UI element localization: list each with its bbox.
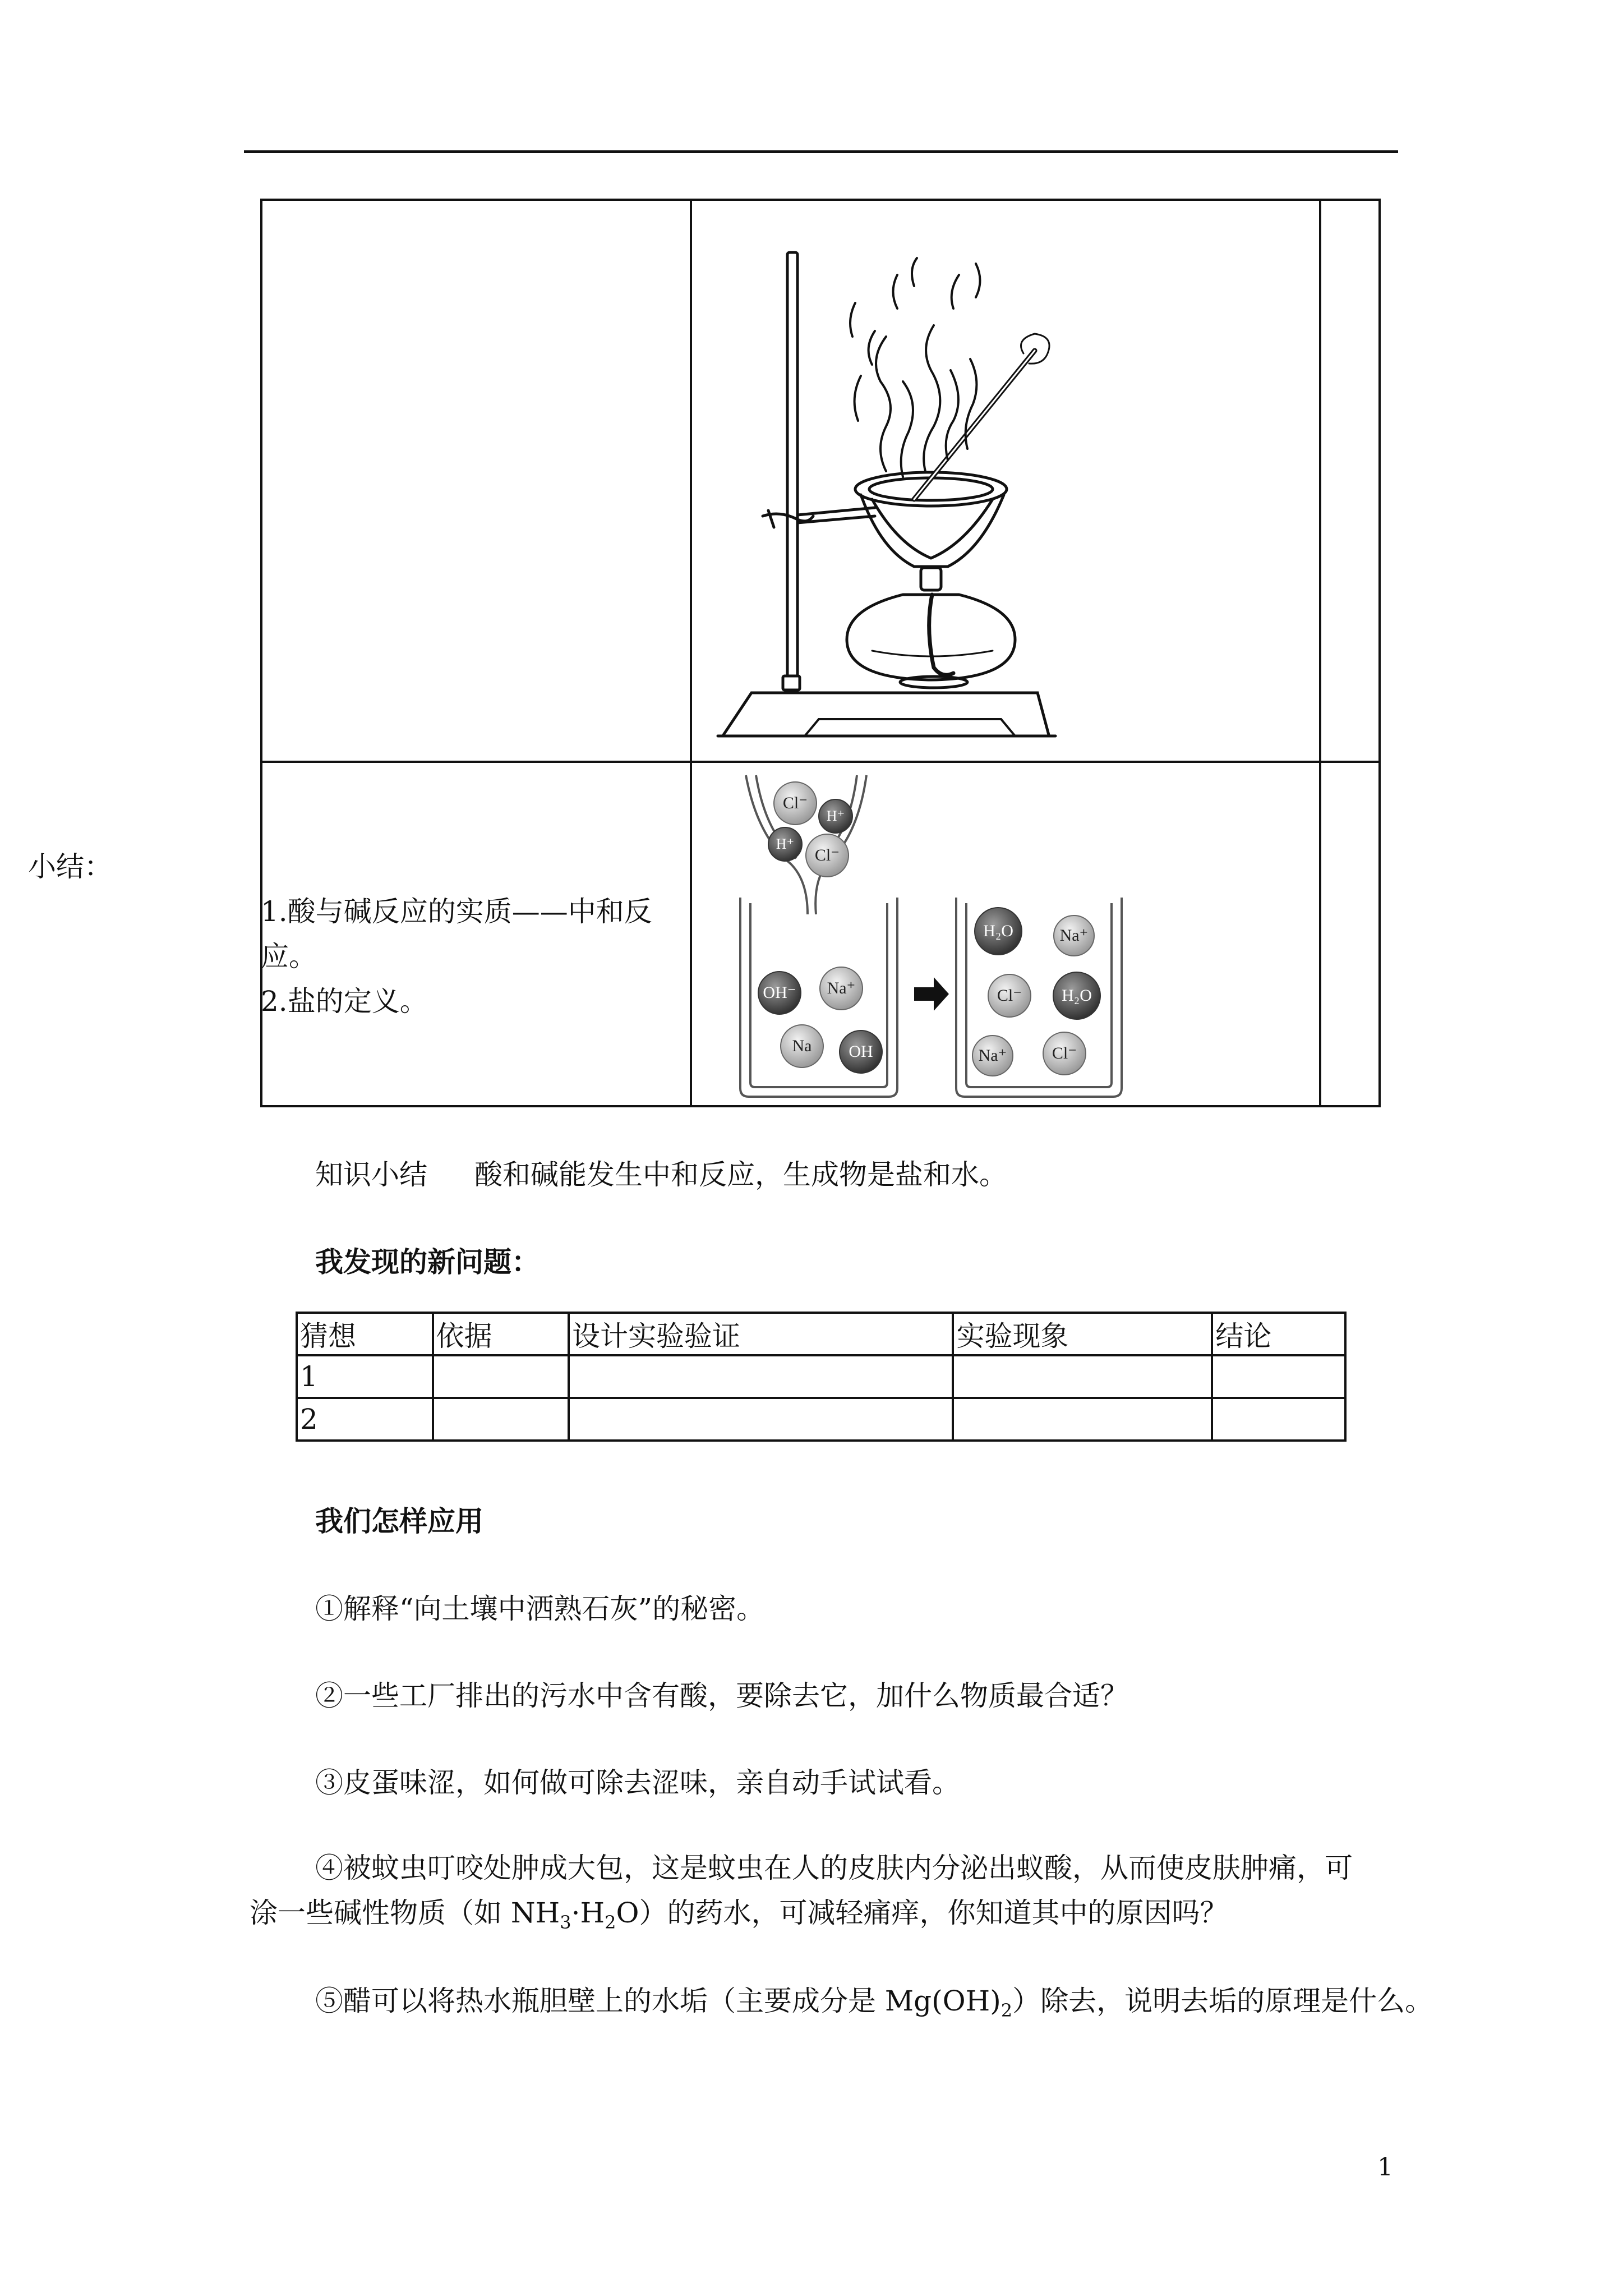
question-3: ③皮蛋味涩，如何做可除去涩味，亲自动手试试看。 (315, 1766, 960, 1799)
ion-h: H⁺ (776, 835, 795, 852)
ion-cl: Cl⁻ (1052, 1043, 1077, 1062)
stand-rod (787, 252, 797, 690)
table-cell (1212, 1355, 1345, 1398)
knowledge-text: 酸和碱能发生中和反应，生成物是盐和水。 (474, 1158, 1007, 1191)
ion-h: H⁺ (826, 807, 845, 824)
ion-cl: Cl⁻ (814, 845, 840, 864)
table-cell (953, 1398, 1212, 1441)
ion-oh: OH (849, 1042, 873, 1061)
discovery-table (296, 1312, 1347, 1442)
table-divider (690, 201, 692, 1105)
summary-item-1b: 应。 (261, 940, 317, 973)
ion-oh: OH⁻ (763, 983, 796, 1002)
application-heading: 我们怎样应用 (315, 1504, 483, 1538)
table-cell (569, 1398, 953, 1441)
stand-base (723, 693, 1049, 735)
molecule-h2o: H₂O (1062, 986, 1092, 1005)
question-4-line-2: 涂一些碱性物质（如 $NH_3\cdot H_2O$）的药水，可减轻痛痒，你知道其中的原因吗？ (250, 1897, 1228, 1933)
new-question-heading: 我发现的新问题： (315, 1245, 540, 1278)
question-1: ①解释“向土壤中洒熟石灰”的秘密。 (315, 1593, 765, 1625)
table-cell (953, 1355, 1212, 1398)
evaporation-apparatus-illustration (712, 236, 1071, 740)
ion-cl: Cl⁻ (997, 986, 1022, 1005)
summary-item-1a: 1.酸与碱反应的实质——中和反 (261, 895, 652, 928)
page-number: 1 (1377, 2153, 1393, 2182)
ion-na: Na⁺ (1059, 926, 1089, 945)
question-4-line-1: ④被蚊虫叮咬处肿成大包，这是蚊虫在人的皮肤内分泌出蚁酸，从而使皮肤肿痛，可 (315, 1852, 1353, 1884)
summary-item-2: 2.盐的定义。 (261, 985, 428, 1018)
header-cell: 猜想 (297, 1313, 433, 1355)
ion-cl: Cl⁻ (782, 793, 808, 812)
ion-na: Na (792, 1036, 812, 1055)
table-header-row (297, 1313, 1345, 1355)
table-cell (569, 1355, 953, 1398)
reaction-arrow (914, 977, 949, 1011)
table-cell: 1 (297, 1355, 433, 1398)
summary-title: 小结： (28, 850, 112, 883)
knowledge-label: 知识小结 (315, 1158, 427, 1191)
table-row-divider (262, 761, 1378, 763)
table-cell: 2 (297, 1398, 433, 1441)
header-cell: 依据 (433, 1313, 569, 1355)
neutralization-illustration (723, 769, 1150, 1105)
table-row (297, 1355, 1345, 1398)
table-row (297, 1398, 1345, 1441)
question-5: ⑤醋可以将热水瓶胆壁上的水垢（主要成分是 $Mg(OH)_2$）除去，说明去垢的原理是什么。 (315, 1985, 1433, 2021)
table-cell (433, 1355, 569, 1398)
table-cell (1212, 1398, 1345, 1441)
header-cell: 实验现象 (953, 1313, 1212, 1355)
table-cell (433, 1398, 569, 1441)
header-cell: 结论 (1212, 1313, 1345, 1355)
header-cell: 设计实验验证 (569, 1313, 953, 1355)
table-divider (1319, 201, 1321, 1105)
header-rule (244, 150, 1398, 153)
ion-na: Na⁺ (827, 978, 856, 997)
summary-block (0, 844, 652, 1024)
question-2: ②一些工厂排出的污水中含有酸，要除去它，加什么物质最合适？ (315, 1680, 1128, 1712)
molecule-h2o: H₂O (983, 921, 1013, 940)
ion-na: Na⁺ (978, 1046, 1007, 1065)
